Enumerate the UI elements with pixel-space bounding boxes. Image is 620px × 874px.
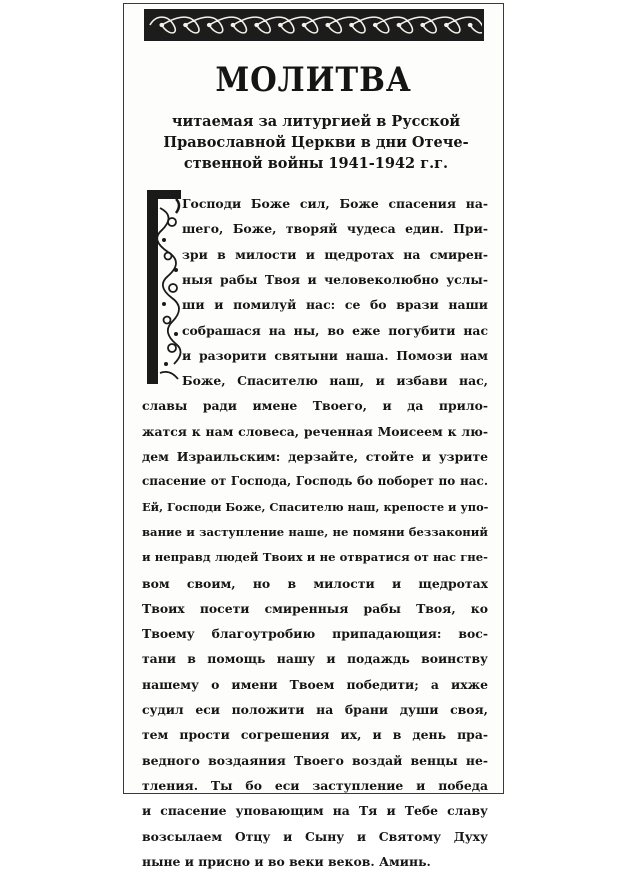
page-title: МОЛИТВА [215, 60, 412, 100]
prayer-sheet [123, 3, 504, 869]
prayer-line: нашему о имени Твоем победити; а ихже [142, 676, 488, 692]
prayer-line: Ей, Господи Боже, Спасителю наш, крепосте и упо- [142, 499, 488, 514]
prayer-line: возсылаем Отцу и Сыну и Святому Духу [142, 828, 488, 844]
prayer-line: славы ради имене Твоего, и да прило- [142, 398, 488, 414]
prayer-line: и неправд людей Твоих и не отвратися от нас гне- [142, 550, 488, 565]
subtitle [138, 111, 494, 174]
prayer-line: и спасение уповающим на Тя и Тебе славу [142, 803, 488, 819]
prayer-line: ныне и присно и во веки веков. Аминь. [142, 853, 431, 869]
prayer-line: Господи Боже сил, Боже спасения на- [182, 196, 488, 211]
prayer-line: тем прости согрешения их, и в день пра- [142, 727, 488, 743]
prayer-line: ныя рабы Твоя и человеколюбно услы- [182, 271, 488, 287]
prayer-line: шего, Боже, творяй чудеса един. При- [182, 221, 488, 237]
ornamental-header-band [144, 9, 484, 41]
prayer-line: Твоему благоутробию припадающия: вос- [142, 626, 488, 642]
prayer-line: Боже, Спасителю наш, и избави нас, [182, 373, 488, 389]
subtitle-line: ственной войны 1941-1942 г.г. [183, 155, 449, 172]
prayer-line: жатся к нам словеса, реченная Моисеем к лю- [142, 423, 488, 439]
prayer-line: тани в помощь нашу и подаждь воинству [142, 651, 488, 667]
prayer-line: ши и помилуй нас: се бо врази наши [182, 297, 488, 313]
prayer-line: и разорити святыни наша. Помози нам [182, 347, 488, 363]
prayer-line: судил еси положити на брани души своя, [142, 702, 488, 717]
prayer-line: вание и заступление наше, не помяни беззаконий [142, 524, 488, 539]
decorated-initial [146, 188, 182, 386]
prayer-line: собрашася на ны, во еже погубити нас [182, 322, 488, 338]
prayer-line: тления. Ты бо еси заступление и победа [142, 777, 488, 793]
floral-ornament-icon [146, 11, 482, 39]
prayer-line: зри в милости и щедротах на смирен- [182, 246, 488, 262]
prayer-line: спасение от Господа, Господь бо поборет по нас. [142, 474, 488, 489]
illuminated-initial-icon [146, 188, 182, 386]
prayer-line: ведного воздаяния Твоего воздай венцы не- [142, 752, 488, 768]
prayer-line: вом своим, но в милости и щедротах [142, 575, 488, 591]
prayer-line: Твоих посети смиренныя рабы Твоя, ко [142, 600, 488, 616]
subtitle-line: читаемая за литургией в Русской [171, 113, 461, 130]
prayer-line: дем Израильским: дерзайте, стойте и узрите [142, 449, 488, 464]
subtitle-line: Православной Церкви в дни Отече- [163, 134, 469, 151]
